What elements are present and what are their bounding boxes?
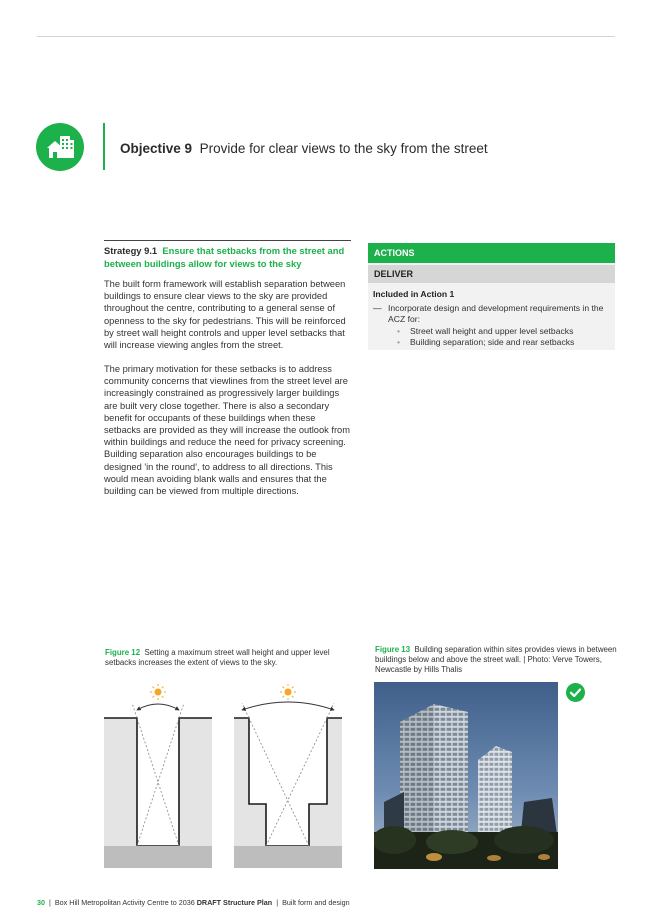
strategy-paragraph-2: The primary motivation for these setbacks is to address community concerns that viewlines from the street level are increasingly constrained as progressively larger buildings are built very close together. There is also a secondary benefit for occupants of these buildings when these setbacks are provided as they will increase the outlook from within buildings and reduce the need for privacy screening. Building separation also encourages buildings to be designed 'in the round', to address to all directions. This would mean avoiding blank walls and ensures that the building can be viewed from multiple directions. (104, 364, 350, 497)
page-footer (37, 898, 350, 907)
strategy-heading (104, 245, 354, 270)
objective-text: Provide for clear views to the sky from the street (199, 141, 488, 156)
setback-diagram (104, 682, 344, 875)
deliver-header: DELIVER (368, 265, 615, 283)
strategy-title: Ensure that setbacks from the street and between buildings allow for views to the sky (104, 245, 345, 269)
footer-section: Built form and design (282, 898, 350, 907)
action-bullet: • Street wall height and upper level setbacks (410, 326, 573, 336)
strategy-rule (104, 240, 351, 241)
figure-12-label: Figure 12 (105, 648, 141, 657)
actions-header: ACTIONS (368, 243, 615, 263)
objective-divider (103, 123, 105, 170)
action-bullet: • Building separation; side and rear setbacks (410, 337, 574, 347)
figure-12-caption (105, 648, 355, 668)
included-label: Included in Action 1 (373, 289, 455, 299)
page-number: 30 (37, 898, 45, 907)
strategy-paragraph-1: The built form framework will establish separation between buildings to ensure clear views to the sky are provided throughout the centre, contributing to a general sense of openness to the sky for pedestrians. This will be reinforced by street wall height controls and upper level setbacks that will increase viewing angles from the street. (104, 279, 346, 351)
verve-towers-photo (374, 682, 558, 869)
footer-doc-bold: DRAFT Structure Plan (196, 898, 273, 907)
checkmark-icon (566, 683, 585, 702)
sun-icon (150, 684, 166, 700)
strategy-label: Strategy 9.1 (104, 245, 158, 256)
action-item: Incorporate design and development requirements in the ACZ for: (388, 303, 604, 324)
figure-12-text: Setting a maximum street wall height and upper level setbacks increases the extent of views to the sky. (105, 648, 330, 668)
footer-separator: | (49, 898, 51, 907)
top-rule (37, 36, 615, 37)
footer-separator: | (276, 898, 279, 907)
buildings-icon (36, 123, 84, 171)
footer-doc-title: Box Hill Metropolitan Activity Centre to 2036 (54, 898, 195, 907)
action-dash: — (373, 303, 382, 313)
diagram-upper-setbacks (234, 684, 342, 868)
figure-13-label: Figure 13 (375, 645, 411, 654)
sun-icon (280, 684, 296, 700)
figure-13-text: Building separation within sites provides views in between buildings below and above the street wall. | Photo: Verve Towers, Newcastle by Hills Thalis (375, 645, 617, 675)
diagram-street-wall-only (104, 684, 212, 868)
objective-label: Objective 9 (120, 141, 193, 156)
figure-13-caption (375, 645, 620, 676)
objective-title (120, 141, 488, 156)
